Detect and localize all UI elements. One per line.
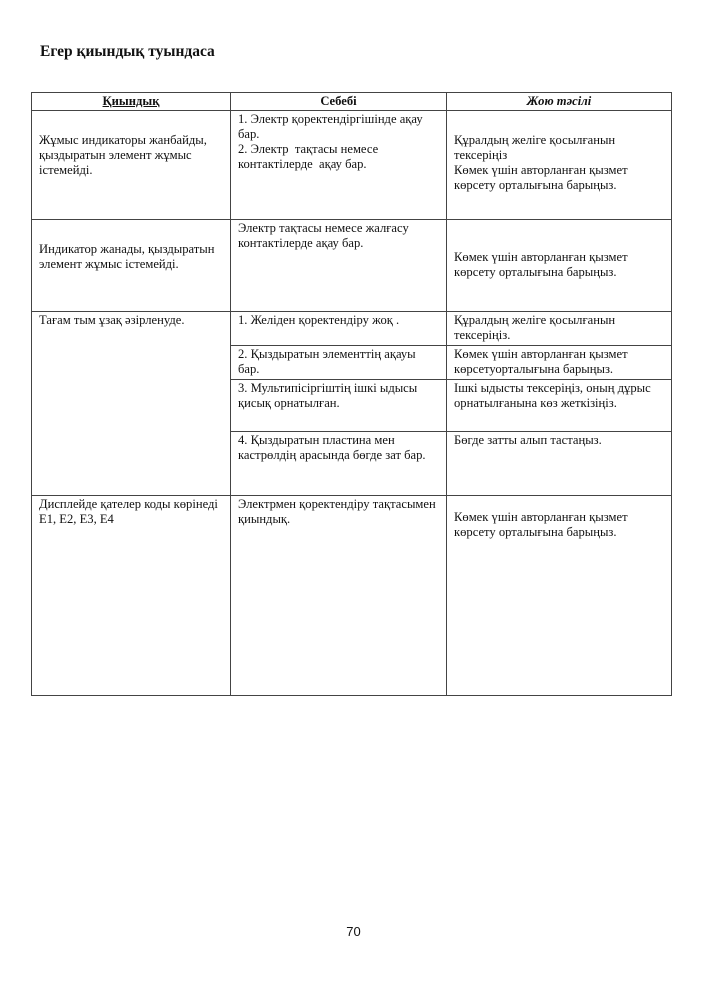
cause-line: 2. Электр тақтасы немесе контактілерде ақау бар. [238,142,382,171]
cause-cell: 4. Қыздыратын пластина мен кастрөлдің арасында бөгде зат бар. [231,432,447,496]
header-problem: Қиындық [32,93,231,111]
solution-cell: Көмек үшін авторланған қызмет көрсетуорталығына барыңыз. [447,346,672,380]
solution-cell [447,111,672,220]
solution-cell: Құралдың желіге қосылғанын тексеріңіз. [447,312,672,346]
solution-cell: Бөгде затты алып тастаңыз. [447,432,672,496]
problem-cell: Жұмыс индикаторы жанбайды, қыздыратын элемент жұмыс істемейді. [32,111,231,220]
solution-cell: Көмек үшін авторланған қызмет көрсету орталығына барыңыз. [447,220,672,312]
table-row [32,111,672,220]
problem-cell: Индикатор жанады, қыздыратын элемент жұмыс істемейді. [32,220,231,312]
table-header-row [32,93,672,111]
solution-line: Көмек үшін авторланған қызмет көрсету орталығына барыңыз. [454,163,631,192]
table-row [32,220,672,312]
cause-cell [231,111,447,220]
solution-cell: Көмек үшін авторланған қызмет көрсету орталығына барыңыз. [447,496,672,696]
cause-cell: 2. Қыздыратын элементтің ақауы бар. [231,346,447,380]
cause-cell: Электрмен қоректендіру тақтасымен қиындық. [231,496,447,696]
solution-line: Құралдың желіге қосылғанын тексеріңіз [454,133,619,162]
troubleshooting-table [31,92,672,696]
problem-cell [32,496,231,696]
solution-cell: Ішкі ыдысты тексеріңіз, оның дұрыс орнатылғанына көз жеткізіңіз. [447,380,672,432]
cause-cell: 3. Мультипісіргіштің ішкі ыдысы қисық орнатылған. [231,380,447,432]
problem-cell: Тағам тым ұзақ әзірленуде. [32,312,231,496]
header-solution: Жою тәсілі [447,93,672,111]
table-row [32,312,672,346]
page-number: 70 [346,924,361,939]
problem-line: Дисплейде қателер коды көрінеді [39,497,218,511]
cause-cell: Электр тақтасы немесе жалғасу контактілерде ақау бар. [231,220,447,312]
error-codes: E1, E2, E3, E4 [39,512,114,526]
cause-cell: 1. Желіден қоректендіру жоқ . [231,312,447,346]
page-title: Егер қиындық туындаса [40,43,215,60]
table-row [32,496,672,696]
header-cause: Себебі [231,93,447,111]
cause-line: 1. Электр қоректендіргішінде ақау бар. [238,112,426,141]
